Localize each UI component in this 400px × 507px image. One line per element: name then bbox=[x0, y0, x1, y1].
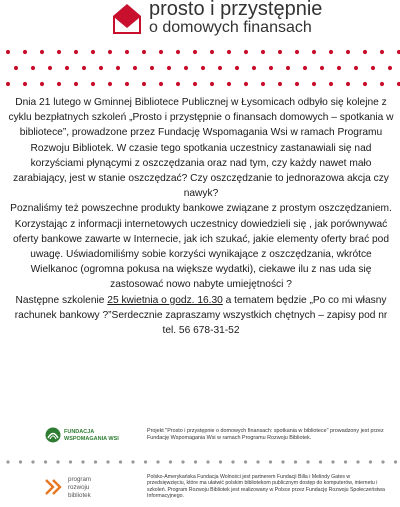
decorative-dot bbox=[94, 460, 97, 463]
decorative-dot bbox=[193, 82, 197, 86]
decorative-dot bbox=[210, 50, 214, 54]
decorative-dot bbox=[256, 460, 259, 463]
decorative-dot bbox=[294, 460, 297, 463]
decorative-dot bbox=[23, 82, 27, 86]
decorative-dot bbox=[269, 66, 273, 70]
decorative-dot bbox=[206, 460, 209, 463]
prb-partner-note: Polsko-Amerykańska Fundacja Wolności jest partnerem Fundacji Billa i Melindy Gates w przedsięwzięciu, które ma ułatwić polskim bibliotekom publicznym dostęp do komputerów, internetu i szkoleń. Program Rozwoju Bibliotek jest realizowany w Polsce przez Fundację Rozwoju Społeczeństwa Informacyjnego. bbox=[147, 474, 385, 500]
decorative-dot bbox=[218, 66, 222, 70]
decorative-dot bbox=[261, 82, 265, 86]
decorative-dot bbox=[23, 50, 27, 54]
article-paragraph-3 bbox=[8, 293, 394, 339]
decorative-dot bbox=[44, 460, 47, 463]
prb-logo-line3: bibliotek bbox=[68, 492, 91, 499]
decorative-dot bbox=[159, 50, 163, 54]
decorative-dot bbox=[346, 50, 350, 54]
decorative-dot bbox=[278, 82, 282, 86]
dot-divider-middle bbox=[0, 62, 400, 74]
decorative-dot bbox=[108, 50, 112, 54]
decorative-dot bbox=[99, 66, 103, 70]
prb-logo-line2: rozwoju bbox=[68, 484, 90, 491]
decorative-dot bbox=[231, 460, 234, 463]
decorative-dot bbox=[40, 50, 44, 54]
decorative-dot bbox=[394, 460, 397, 463]
decorative-dot bbox=[6, 50, 10, 54]
logo-title-line1: prosto i przystępnie bbox=[149, 0, 323, 20]
article-paragraph-1: Dnia 21 lutego w Gminnej Bibliotece Publicznej w Łysomicach odbyło się kolejne z cyklu bezpłatnych szkoleń „Prosto i przystępnie o finansach domowych – spotkania w bibliotece”, prowadzone przez Fundację Wspomagania Wsi w ramach Programu Rozwoju Bibliotek. W czasie tego spotkania uczestnicy zastanawiali się nad korzyściami płynącymi z oszczędzania oraz nad tym, czy każdy nawet mało zarabiający, jest w stanie oszczędzać? Czy oszczędzanie to jednorazowa akcja czy nawyk? bbox=[8, 97, 394, 200]
decorative-dot bbox=[227, 50, 231, 54]
decorative-dot bbox=[269, 460, 272, 463]
fwm-logo-line1: FUNDACJA bbox=[64, 429, 95, 435]
decorative-dot bbox=[244, 460, 247, 463]
decorative-dot bbox=[329, 82, 333, 86]
decorative-dot bbox=[176, 50, 180, 54]
decorative-dot bbox=[106, 460, 109, 463]
dot-divider-top bbox=[0, 46, 400, 58]
fwm-project-note: Projekt "Prosto i przystępnie o domowych finansach: spotkania w bibliotece" prowadzony jest przez Fundację Wspomagania Wsi w ramach Programu Rozwoju Bibliotek. bbox=[147, 428, 384, 441]
decorative-dot bbox=[354, 66, 358, 70]
decorative-dot bbox=[6, 460, 9, 463]
decorative-dot bbox=[312, 50, 316, 54]
decorative-dot bbox=[108, 82, 112, 86]
next-training-date: 25 kwietnia o godz. 16.30 bbox=[107, 294, 223, 306]
dot-divider-bottom bbox=[0, 78, 400, 90]
decorative-dot bbox=[40, 82, 44, 86]
decorative-dot bbox=[19, 460, 22, 463]
decorative-dot bbox=[91, 50, 95, 54]
decorative-dot bbox=[388, 66, 392, 70]
decorative-dot bbox=[380, 50, 384, 54]
decorative-dot bbox=[125, 50, 129, 54]
decorative-dot bbox=[74, 50, 78, 54]
decorative-dot bbox=[219, 460, 222, 463]
decorative-dot bbox=[91, 82, 95, 86]
decorative-dot bbox=[363, 50, 367, 54]
decorative-dot bbox=[31, 66, 35, 70]
decorative-dot bbox=[319, 460, 322, 463]
decorative-dot bbox=[337, 66, 341, 70]
fwm-logo-line2: WSPOMAGANIA WSI bbox=[64, 436, 119, 442]
decorative-dot bbox=[244, 50, 248, 54]
article-body bbox=[8, 95, 394, 338]
decorative-dot bbox=[295, 82, 299, 86]
decorative-dot bbox=[356, 460, 359, 463]
decorative-dot bbox=[181, 460, 184, 463]
decorative-dot bbox=[31, 460, 34, 463]
decorative-dot bbox=[57, 50, 61, 54]
decorative-dot bbox=[261, 50, 265, 54]
logo-title-line2: o domowych finansach bbox=[149, 19, 312, 36]
decorative-dot bbox=[252, 66, 256, 70]
decorative-dot bbox=[169, 460, 172, 463]
decorative-dot bbox=[159, 82, 163, 86]
prb-logo-line1: program bbox=[68, 476, 92, 483]
header-logo bbox=[112, 0, 323, 42]
decorative-dot bbox=[201, 66, 205, 70]
decorative-dot bbox=[227, 82, 231, 86]
decorative-dot bbox=[303, 66, 307, 70]
decorative-dot bbox=[56, 460, 59, 463]
decorative-dot bbox=[320, 66, 324, 70]
decorative-dot bbox=[119, 460, 122, 463]
footer-dot-divider bbox=[0, 458, 400, 466]
decorative-dot bbox=[244, 82, 248, 86]
decorative-dot bbox=[371, 66, 375, 70]
decorative-dot bbox=[82, 66, 86, 70]
decorative-dot bbox=[142, 50, 146, 54]
decorative-dot bbox=[184, 66, 188, 70]
decorative-dot bbox=[344, 460, 347, 463]
decorative-dot bbox=[306, 460, 309, 463]
decorative-dot bbox=[65, 66, 69, 70]
decorative-dot bbox=[312, 82, 316, 86]
decorative-dot bbox=[363, 82, 367, 86]
decorative-dot bbox=[167, 66, 171, 70]
decorative-dot bbox=[81, 460, 84, 463]
decorative-dot bbox=[125, 82, 129, 86]
next-training-intro: Następne szkolenie bbox=[15, 294, 108, 306]
decorative-dot bbox=[286, 66, 290, 70]
decorative-dot bbox=[235, 66, 239, 70]
program-rozwoju-bibliotek-logo bbox=[44, 472, 114, 502]
decorative-dot bbox=[210, 82, 214, 86]
decorative-dot bbox=[69, 460, 72, 463]
decorative-dot bbox=[6, 82, 10, 86]
decorative-dot bbox=[142, 82, 146, 86]
decorative-dot bbox=[133, 66, 137, 70]
fundacja-wspomagania-wsi-logo bbox=[45, 426, 123, 444]
decorative-dot bbox=[193, 50, 197, 54]
decorative-dot bbox=[369, 460, 372, 463]
decorative-dot bbox=[346, 82, 350, 86]
decorative-dot bbox=[14, 66, 18, 70]
decorative-dot bbox=[380, 82, 384, 86]
decorative-dot bbox=[116, 66, 120, 70]
decorative-dot bbox=[74, 82, 78, 86]
next-training-details: a tematem będzie „Po co mi własny rachunek bankowy ?”Serdecznie zapraszamy wszystkich chętnych – zapisy pod nr tel. 56 678-31-52 bbox=[14, 294, 388, 337]
decorative-dot bbox=[329, 50, 333, 54]
decorative-dot bbox=[150, 66, 154, 70]
decorative-dot bbox=[381, 460, 384, 463]
decorative-dot bbox=[176, 82, 180, 86]
decorative-dot bbox=[278, 50, 282, 54]
decorative-dot bbox=[144, 460, 147, 463]
decorative-dot bbox=[131, 460, 134, 463]
house-envelope-icon bbox=[112, 2, 142, 36]
article-paragraph-2: Poznaliśmy też powszechne produkty bankowe związane z prostym oszczędzaniem. Korzystając z informacji internetowych uczestnicy dowiedzieli się , jak porównywać oferty bankowe zawarte w Internecie, jak ich szukać, jakie elementy oferty brać pod uwagę. Uświadomiliśmy sobie korzyści wynikające z oszczędzania, wkrótce Wielkanoc (ogromna pokusa na większe wydatki), ciekawe ilu z nas uda się zastosować nowo nabyte umiejętności ? bbox=[10, 203, 392, 291]
decorative-dot bbox=[48, 66, 52, 70]
decorative-dot bbox=[57, 82, 61, 86]
decorative-dot bbox=[194, 460, 197, 463]
decorative-dot bbox=[331, 460, 334, 463]
decorative-dot bbox=[156, 460, 159, 463]
decorative-dot bbox=[295, 50, 299, 54]
decorative-dot bbox=[281, 460, 284, 463]
